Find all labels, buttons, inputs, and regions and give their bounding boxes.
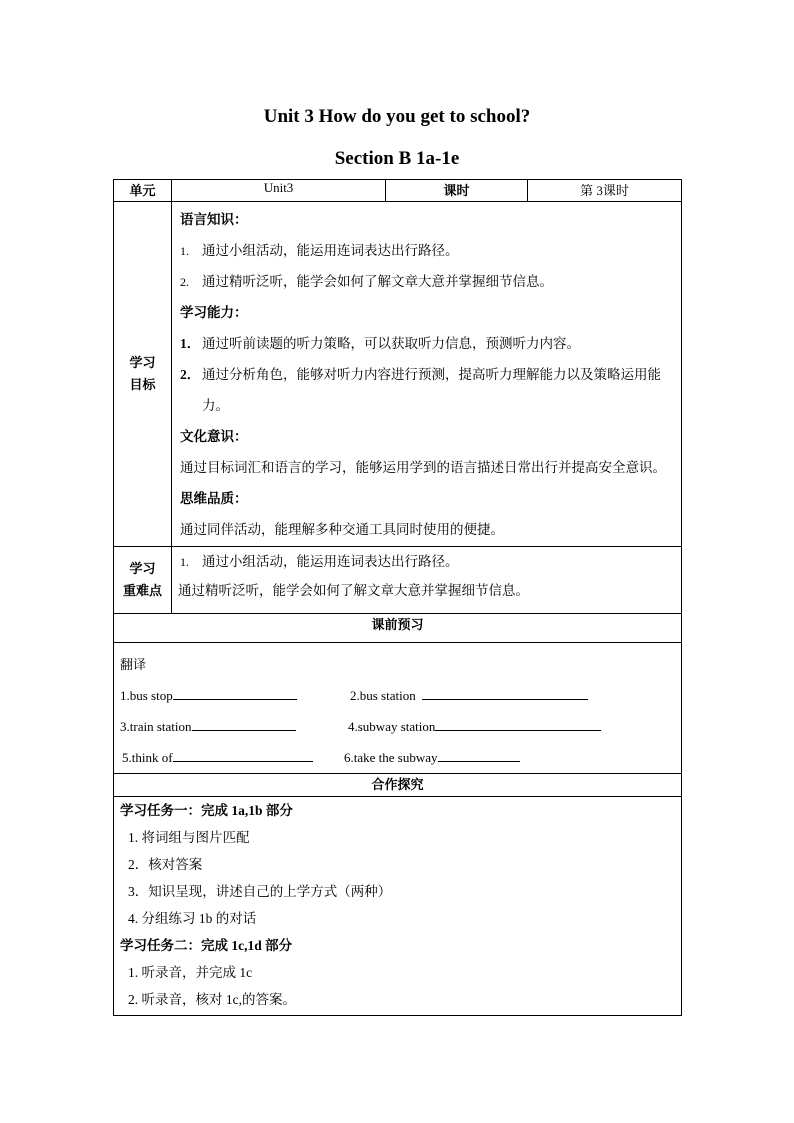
section-subtitle: Section B 1a-1e <box>334 148 460 169</box>
task2-title: 学习任务二：完成 1c,1d 部分 <box>120 938 293 953</box>
knowledge-item: 1. 通过小组活动，能运用连词表达出行路径。 <box>180 243 459 258</box>
vocab-item: 3.train station <box>120 711 296 742</box>
thinking-title: 思维品质： <box>180 491 248 506</box>
page-title: Unit 3 How do you get to school? <box>263 106 531 127</box>
blank-line[interactable] <box>192 716 296 731</box>
task-item: 2. 听录音，核对 1c,的答案。 <box>128 992 296 1007</box>
vocab-item: 6.take the subway <box>344 742 520 773</box>
cooperation-title: 合作探究 <box>114 774 682 797</box>
task-item: 1. 听录音，并完成 1c <box>128 965 253 980</box>
unit-value: Unit3 <box>172 180 386 202</box>
preview-row <box>114 643 682 774</box>
task-item: 2．核对答案 <box>128 857 203 872</box>
task-item: 3．知识呈现，讲述自己的上学方式（两种） <box>128 884 392 899</box>
key-point-item: 1. 通过小组活动，能运用连词表达出行路径。 <box>180 554 459 569</box>
objectives-row <box>114 202 682 547</box>
ability-item-continuation: 力。 <box>202 398 229 413</box>
vocab-item: 5.think of <box>122 742 313 773</box>
cooperation-row <box>114 797 682 1016</box>
vocab-item: 1.bus stop <box>120 680 297 711</box>
objectives-label: 学习 目标 <box>114 202 172 547</box>
objectives-content <box>172 202 682 547</box>
ability-item: 1． 通过听前读题的听力策略，可以获取听力信息，预测听力内容。 <box>180 336 580 351</box>
blank-line[interactable] <box>435 716 601 731</box>
task-item: 4. 分组练习 1b 的对话 <box>128 911 257 926</box>
header-row <box>114 180 682 202</box>
blank-line[interactable] <box>173 747 313 762</box>
ability-title: 学习能力： <box>180 305 248 320</box>
period-value: 第 3课时 <box>528 180 682 202</box>
unit-label: 单元 <box>114 180 172 202</box>
preview-title: 课前预习 <box>114 614 682 643</box>
translate-label: 翻译 <box>120 657 147 672</box>
key-points-row <box>114 547 682 614</box>
vocab-item: 2.bus station <box>350 680 588 711</box>
task1-title: 学习任务一：完成 1a,1b 部分 <box>120 803 293 818</box>
knowledge-title: 语言知识： <box>180 212 248 227</box>
task-item: 1. 将词组与图片匹配 <box>128 830 250 845</box>
preview-header-row <box>114 614 682 643</box>
key-points-content <box>172 547 682 614</box>
preview-content <box>114 643 682 774</box>
thinking-text: 通过同伴活动，能理解多种交通工具同时使用的便捷。 <box>180 522 504 537</box>
cooperation-header-row <box>114 774 682 797</box>
key-point-item: 通过精听泛听，能学会如何了解文章大意并掌握细节信息。 <box>178 583 529 598</box>
ability-item: 2． 通过分析角色，能够对听力内容进行预测，提高听力理解能力以及策略运用能 <box>180 367 661 382</box>
blank-line[interactable] <box>422 685 588 700</box>
blank-line[interactable] <box>438 747 520 762</box>
period-label: 课时 <box>386 180 528 202</box>
culture-text: 通过目标词汇和语言的学习，能够运用学到的语言描述日常出行并提高安全意识。 <box>180 460 666 475</box>
culture-title: 文化意识： <box>180 429 248 444</box>
knowledge-item: 2. 通过精听泛听，能学会如何了解文章大意并掌握细节信息。 <box>180 274 553 289</box>
blank-line[interactable] <box>173 685 297 700</box>
vocab-item: 4.subway station <box>348 711 601 742</box>
lesson-plan-table <box>113 179 682 1016</box>
cooperation-content <box>114 797 682 1016</box>
key-points-label: 学习 重难点 <box>114 547 172 614</box>
